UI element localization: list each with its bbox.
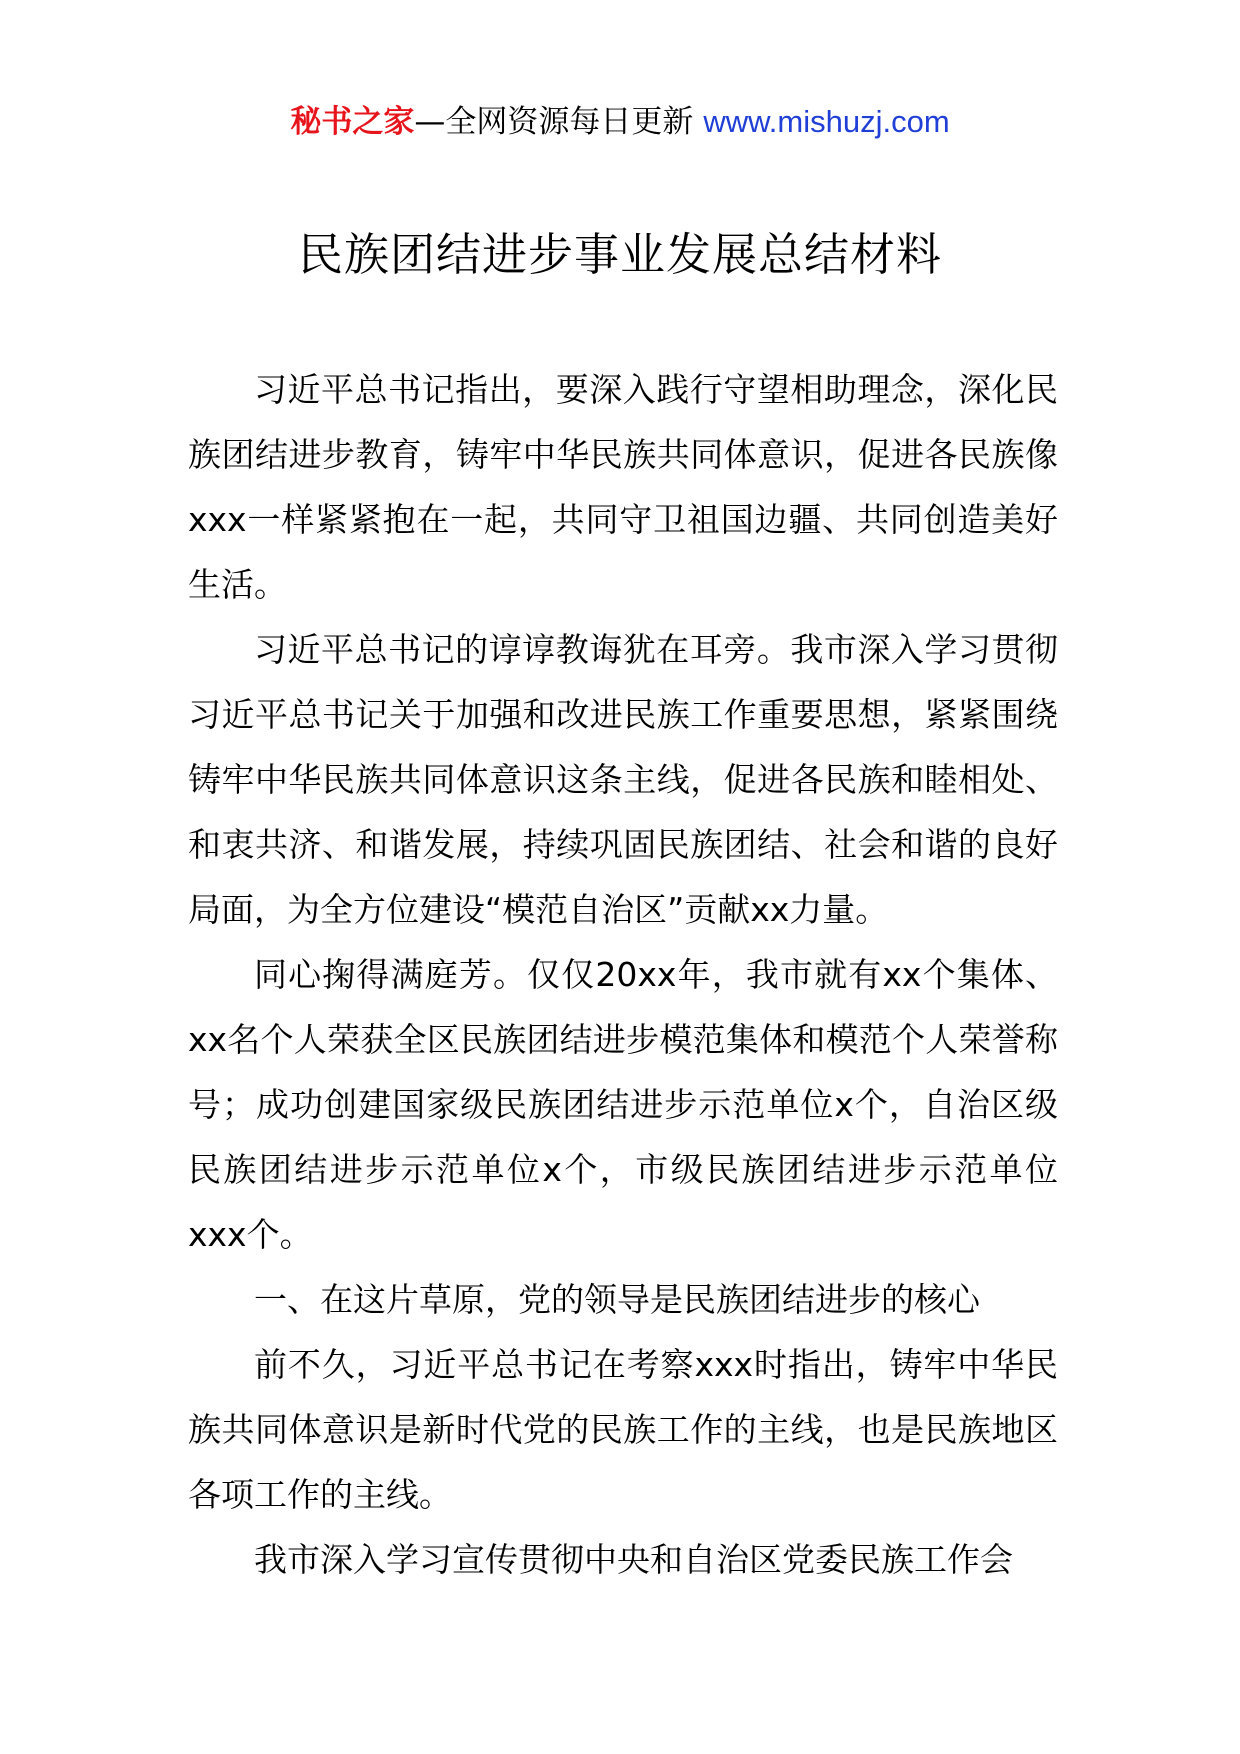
- document-title: 民族团结进步事业发展总结材料: [297, 228, 942, 281]
- paragraph-3: 同心掬得满庭芳。仅仅20xx年，我市就有xx个集体、xx名个人荣获全区民族团结进步模范集体和模范个人荣誉称号；成功创建国家级民族团结进步示范单位x个，自治区级民族团结进步示范单位x个，市级民族团结进步示范单位xxx个。: [188, 955, 1058, 1254]
- site-slogan: —全网资源每日更新: [414, 104, 694, 140]
- document-body: [188, 357, 1058, 1592]
- site-header: [0, 100, 1240, 144]
- section-heading-1: 一、在这片草原，党的领导是民族团结进步的核心: [254, 1280, 980, 1319]
- site-brand: 秘书之家: [290, 104, 415, 140]
- paragraph-2: 习近平总书记的谆谆教诲犹在耳旁。我市深入学习贯彻习近平总书记关于加强和改进民族工作重要思想，紧紧围绕铸牢中华民族共同体意识这条主线，促进各民族和睦相处、和衷共济、和谐发展，持续巩固民族团结、社会和谐的良好局面，为全方位建设“模范自治区”贡献xx力量。: [188, 630, 1058, 929]
- site-url-link[interactable]: www.mishuzj.com: [703, 104, 950, 139]
- paragraph-4: 前不久，习近平总书记在考察xxx时指出，铸牢中华民族共同体意识是新时代党的民族工作的主线，也是民族地区各项工作的主线。: [188, 1345, 1058, 1514]
- paragraph-1: 习近平总书记指出，要深入践行守望相助理念，深化民族团结进步教育，铸牢中华民族共同体意识，促进各民族像xxx一样紧紧抱在一起，共同守卫祖国边疆、共同创造美好生活。: [188, 370, 1058, 604]
- paragraph-5: 我市深入学习宣传贯彻中央和自治区党委民族工作会: [254, 1540, 1013, 1579]
